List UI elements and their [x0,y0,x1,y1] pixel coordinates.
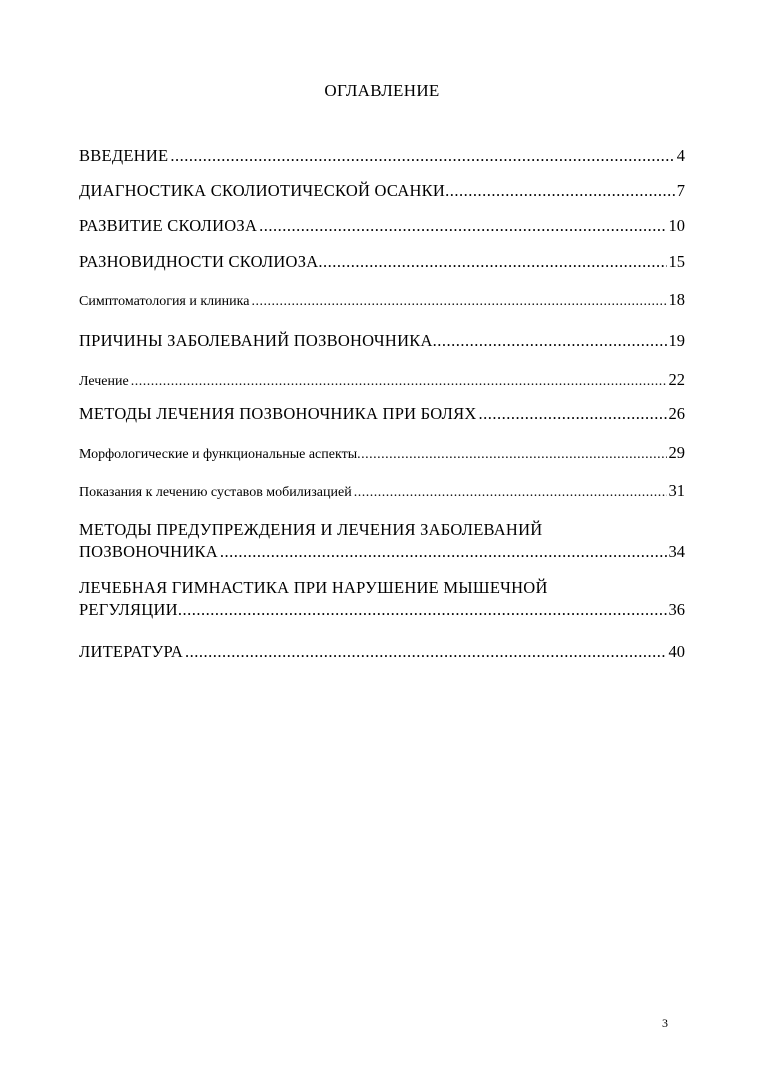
toc-entry-title-line1: ЛЕЧЕБНАЯ ГИМНАСТИКА ПРИ НАРУШЕНИЕ МЫШЕЧНОЙ [79,578,548,597]
toc-page-number: 19 [668,331,685,350]
toc-leader-dots [357,448,666,462]
toc-entry-treatment-methods[interactable] [79,406,685,423]
toc-leader-dots [220,544,667,561]
toc-leader-dots [251,295,666,309]
toc-entry-title: ЛИТЕРАТУРА [79,642,184,661]
toc-entry-title: Симптоматология и клиника [79,294,250,309]
toc-entry-title: ДИАГНОСТИКА СКОЛИОТИЧЕСКОЙ ОСАНКИ [79,181,446,200]
toc-entry-causes[interactable] [79,333,685,350]
toc-entry-symptoms[interactable] [79,292,685,309]
toc-page-number: 34 [668,541,685,561]
toc-entry-morphological[interactable] [79,445,685,462]
toc-entry-introduction[interactable] [79,148,685,165]
page-title: ОГЛАВЛЕНИЕ [324,81,440,100]
toc-page-number: 22 [668,370,685,389]
toc-leader-dots [170,148,674,165]
toc-page-number: 15 [668,252,685,271]
toc-leader-dots [131,375,667,389]
toc-entry-prevention[interactable] [79,522,685,560]
toc-entry-title: Морфологические и функциональные аспекты [79,447,358,462]
toc-entry-diagnostics[interactable] [79,183,685,200]
toc-page-number: 10 [668,216,685,235]
toc-page-number: 31 [668,481,685,500]
toc-entry-title: ВВЕДЕНИЕ [79,146,169,165]
toc-entry-title-line2: РЕГУЛЯЦИИ [79,599,178,619]
toc-entry-development[interactable] [79,218,685,235]
toc-leader-dots [178,602,667,619]
toc-leader-dots [185,644,666,661]
toc-page-number: 36 [668,599,685,619]
toc-page-number: 4 [676,146,685,165]
toc-entry-types[interactable] [79,254,685,271]
toc-entry-title: РАЗВИТИЕ СКОЛИОЗА [79,216,258,235]
toc-page-number: 40 [668,642,685,661]
toc-leader-dots [354,486,667,500]
toc-entry-title: РАЗНОВИДНОСТИ СКОЛИОЗА [79,252,319,271]
toc-leader-dots [318,254,666,271]
toc-page-number: 18 [668,290,685,309]
toc-entry-literature[interactable] [79,644,685,661]
toc-entry-title: ПРИЧИНЫ ЗАБОЛЕВАНИЙ ПОЗВОНОЧНИКА [79,331,433,350]
toc-leader-dots [479,406,667,423]
toc-entry-title: МЕТОДЫ ЛЕЧЕНИЯ ПОЗВОНОЧНИКА ПРИ БОЛЯХ [79,404,477,423]
toc-page-number: 29 [668,443,685,462]
toc-leader-dots [259,218,666,235]
toc-leader-dots [445,183,675,200]
toc-entry-gymnastics[interactable] [79,580,685,618]
toc-entry-title: Лечение [79,374,129,389]
toc-page-number: 26 [668,404,685,423]
toc-entry-indications[interactable] [79,483,685,500]
toc-entry-title-line1: МЕТОДЫ ПРЕДУПРЕЖДЕНИЯ И ЛЕЧЕНИЯ ЗАБОЛЕВАНИЙ [79,520,543,539]
toc-leader-dots [433,333,667,350]
toc-page-number: 7 [676,181,685,200]
page-number: 3 [662,1016,668,1030]
toc-entry-title-line2: ПОЗВОНОЧНИКА [79,541,218,561]
toc-entry-title: Показания к лечению суставов мобилизацией [79,485,352,500]
toc-entry-treatment[interactable] [79,372,685,389]
